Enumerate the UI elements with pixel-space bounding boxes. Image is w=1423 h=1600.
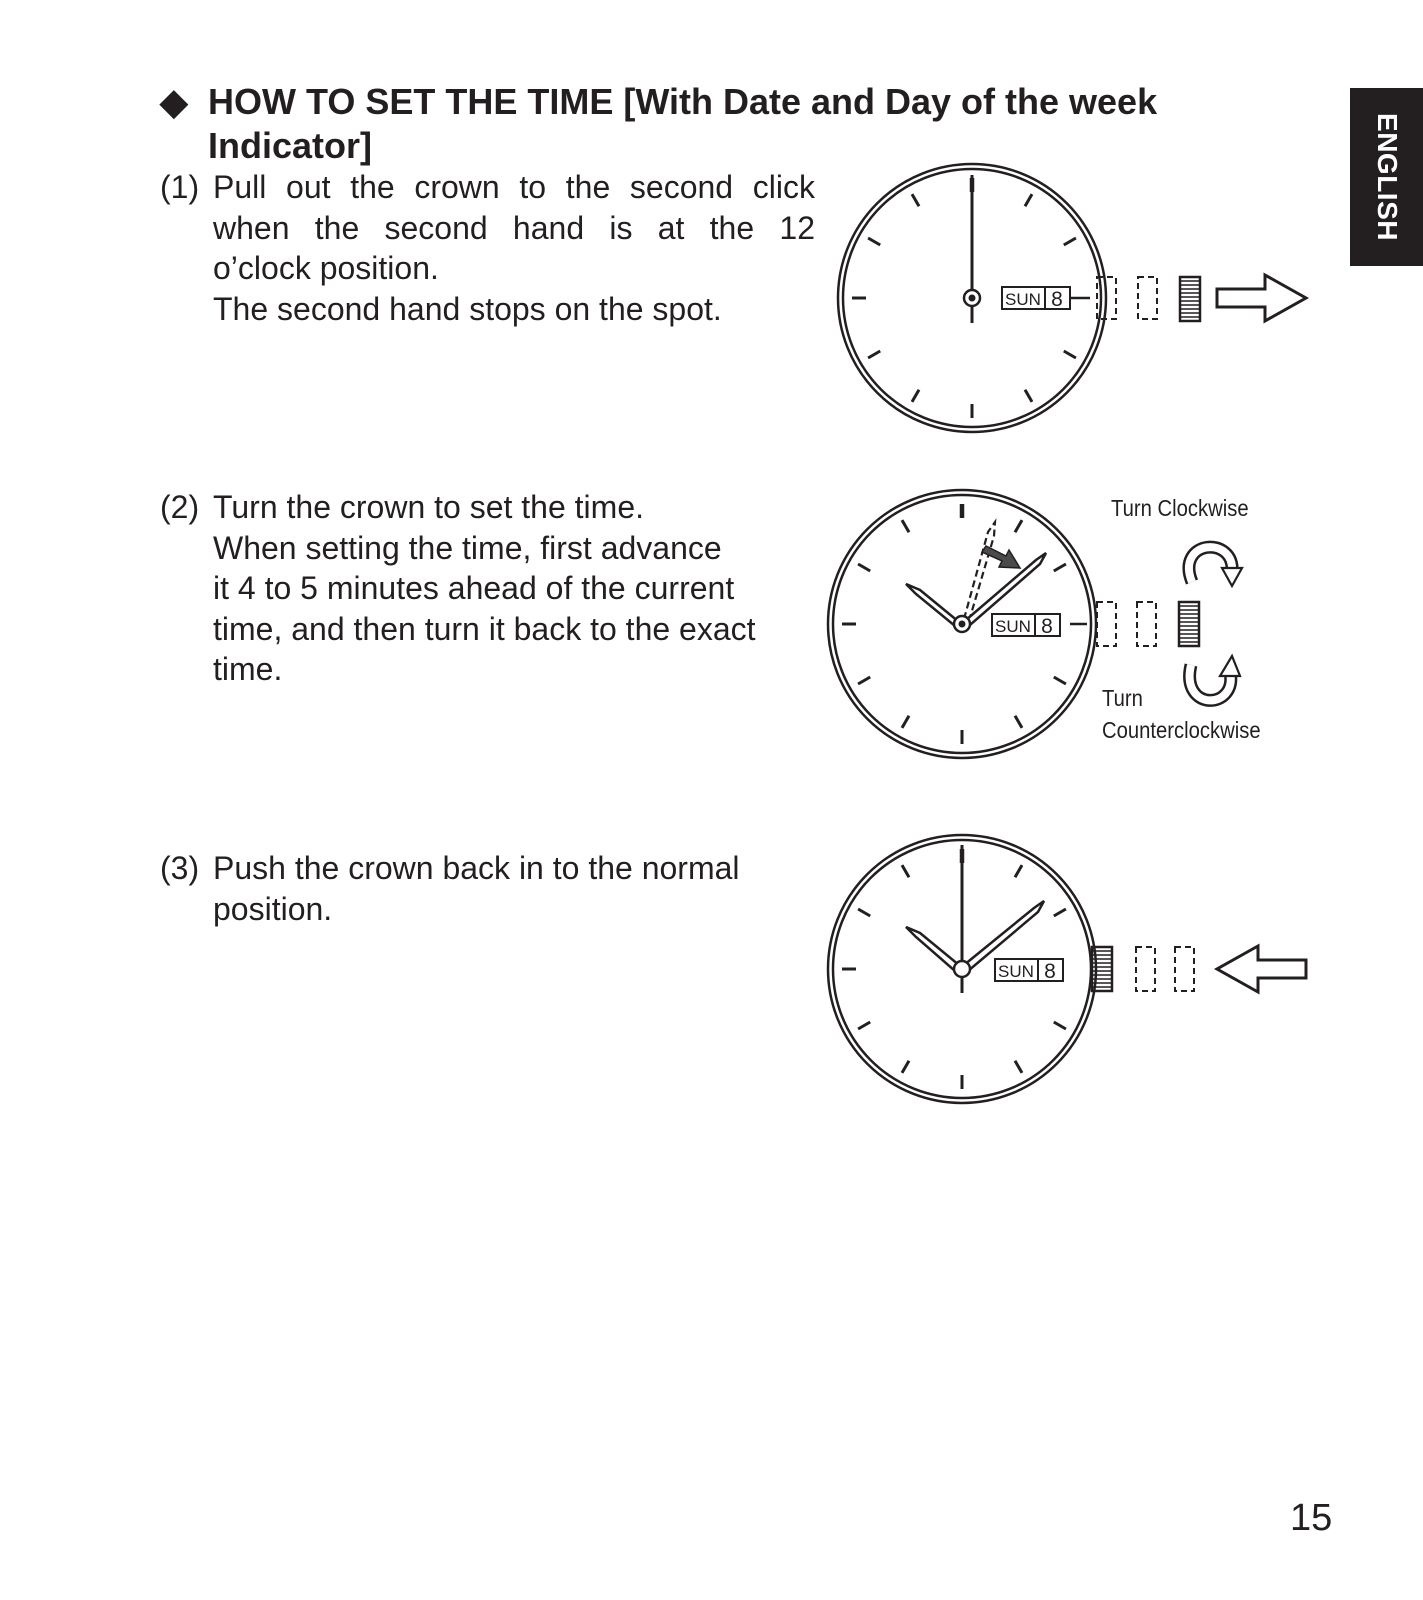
hour-marker bbox=[1054, 677, 1066, 684]
step-line: Pull out the crown to the second click bbox=[213, 169, 815, 205]
hour-marker bbox=[1025, 390, 1032, 402]
hour-marker bbox=[1015, 716, 1022, 728]
hour-marker bbox=[868, 238, 880, 245]
day-date-window bbox=[992, 614, 1087, 638]
day-date-window bbox=[1002, 287, 1090, 311]
date-label: 8 bbox=[1051, 288, 1063, 311]
hour-marker bbox=[868, 351, 880, 358]
hour-hand bbox=[906, 584, 959, 626]
center-pin-icon bbox=[954, 961, 970, 977]
minute-hand bbox=[964, 901, 1044, 971]
hour-marker bbox=[1015, 520, 1022, 532]
hour-marker bbox=[858, 1022, 870, 1029]
hour-marker bbox=[902, 865, 909, 877]
language-tab bbox=[1350, 88, 1423, 266]
step-line: when the second hand is at the 12 bbox=[213, 209, 815, 246]
arrow-left-icon bbox=[1217, 946, 1306, 992]
page-number: 15 bbox=[1290, 1497, 1333, 1539]
hour-marker bbox=[912, 194, 919, 206]
step-line: time. bbox=[213, 651, 283, 687]
hour-marker bbox=[902, 520, 909, 532]
step-line: o’clock position. bbox=[213, 250, 439, 286]
turn-clockwise-label: Turn Clockwise bbox=[1111, 495, 1249, 521]
step-line: Push the crown back in to the normal bbox=[213, 850, 740, 886]
crown-positions bbox=[1097, 602, 1156, 646]
crown-icon bbox=[1180, 277, 1200, 321]
watch-figure-push-crown bbox=[820, 825, 1340, 1125]
rotate-counterclockwise-icon bbox=[1190, 656, 1240, 700]
hour-marker bbox=[1015, 865, 1022, 877]
turn-counterclockwise-label-line1: Turn bbox=[1102, 685, 1143, 711]
day-label: SUN bbox=[998, 962, 1034, 981]
hour-marker bbox=[902, 1061, 909, 1073]
step-number: (1) bbox=[160, 169, 200, 205]
step-1 bbox=[160, 167, 815, 329]
language-tab-label: ENGLISH bbox=[1371, 113, 1403, 241]
step-number: (2) bbox=[160, 489, 200, 525]
heading-text: HOW TO SET THE TIME [With Date and Day of the week Indicator] bbox=[208, 81, 1158, 166]
hour-marker bbox=[1054, 564, 1066, 571]
hour-marker bbox=[902, 716, 909, 728]
step-2 bbox=[160, 487, 810, 690]
hour-hand bbox=[906, 927, 959, 971]
step-note: The second hand stops on the spot. bbox=[213, 290, 722, 327]
hour-marker bbox=[1064, 238, 1076, 245]
hour-marker bbox=[1025, 194, 1032, 206]
watch-figure-turn-crown bbox=[820, 480, 1340, 780]
step-line: position. bbox=[213, 890, 333, 927]
hour-marker bbox=[858, 677, 870, 684]
step-line: time, and then turn it back to the exact bbox=[213, 610, 756, 647]
rotate-clockwise-icon bbox=[1189, 547, 1242, 586]
hour-marker bbox=[858, 564, 870, 571]
watch-figure-pull-crown bbox=[820, 155, 1340, 455]
hour-marker bbox=[1015, 1061, 1022, 1073]
step-line: it 4 to 5 minutes ahead of the current bbox=[213, 570, 735, 606]
hour-marker bbox=[1054, 909, 1066, 916]
step-line: Turn the crown to set the time. bbox=[213, 489, 644, 525]
arrow-right-icon bbox=[1217, 275, 1306, 321]
step-3 bbox=[160, 848, 810, 929]
day-label: SUN bbox=[995, 617, 1031, 636]
step-number: (3) bbox=[160, 850, 200, 886]
crown-icon bbox=[1179, 602, 1199, 646]
turn-counterclockwise-label-line2: Counterclockwise bbox=[1102, 717, 1261, 743]
diamond-bullet-icon: ◆ bbox=[160, 81, 188, 122]
hour-marker bbox=[1064, 351, 1076, 358]
date-label: 8 bbox=[1044, 960, 1056, 983]
day-label: SUN bbox=[1005, 290, 1041, 309]
date-label: 8 bbox=[1041, 615, 1053, 638]
step-line: When setting the time, first advance bbox=[213, 529, 722, 566]
crown-positions bbox=[1136, 947, 1194, 991]
hour-marker bbox=[1054, 1022, 1066, 1029]
day-date-window bbox=[995, 959, 1063, 983]
hour-marker bbox=[858, 909, 870, 916]
hour-marker bbox=[912, 390, 919, 402]
